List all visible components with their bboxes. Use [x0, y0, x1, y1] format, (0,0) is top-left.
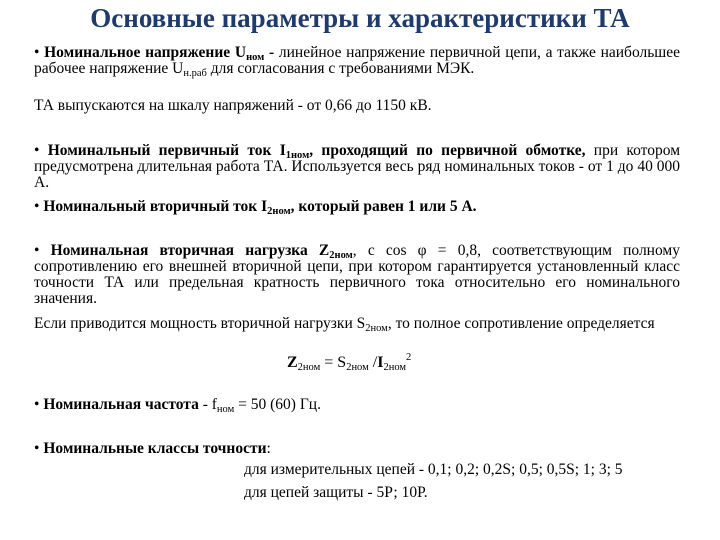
secondary-current-term: Номинальный вторичный ток $I_{2ном}$, который равен 1 или 5 А.	[43, 198, 477, 217]
voltage-term: Номинальное напряжение $U_{ном}$ -	[44, 44, 275, 63]
secondary-load-paragraph: • Номинальная вторичная нагрузка $Z_{2ном}$, с cos φ = 0,8, соответствующим полному сопротивлению его внешней вторичной цепи, при котором гарантируется установленный класс точности ТА или предельная кратность первичного тока относительно его номинального значения.	[34, 242, 680, 307]
accuracy-term: Номинальные классы точности	[43, 440, 267, 457]
secondary-current-paragraph: • Номинальный вторичный ток $I_{2ном}$, который равен 1 или 5 А.	[34, 198, 477, 217]
frequency-paragraph: • Номинальная частота - $f_{ном} = 50$ (60) Гц.	[34, 396, 321, 415]
impedance-formula: $Z_{2ном} = S_{2ном}$ $/I_{2ном}^2$	[287, 352, 412, 373]
accuracy-measuring: для измерительных цепей - 0,1; 0,2; 0,2S; 0,5; 0,5S; 1; 3; 5	[244, 461, 623, 478]
voltage-paragraph: • Номинальное напряжение $U_{ном}$ - линейное напряжение первичной цепи, а также наибольшее рабочее напряжение $U_{н.раб}$ для согласования с требованиями МЭК.	[34, 44, 680, 79]
primary-current-paragraph: • Номинальный первичный ток $I_{1ном}$, проходящий по первичной обмотке, при котором предусмотрена длительная работа ТА. Используется весь ряд номинальных токов - от 1 до 40 000 А.	[34, 142, 681, 191]
primary-current-term: Номинальный первичный ток $I_{1ном}$, проходящий по первичной обмотке,	[47, 142, 586, 161]
accuracy-paragraph: • Номинальные классы точности:	[34, 440, 271, 457]
frequency-term: Номинальная частота	[43, 396, 199, 413]
power-paragraph: Если приводится мощность вторичной нагрузки $S_{2ном}$, то полное сопротивление определяется	[34, 315, 655, 334]
accuracy-protection: для цепей защиты - 5Р; 10Р.	[244, 484, 428, 501]
slide-title: Основные параметры и характеристики ТА	[90, 3, 630, 33]
voltage-range: ТА выпускаются на шкалу напряжений - от 0,66 до 1150 кВ.	[34, 97, 432, 114]
secondary-load-term: Номинальная вторичная нагрузка $Z_{2ном}$	[50, 242, 353, 261]
